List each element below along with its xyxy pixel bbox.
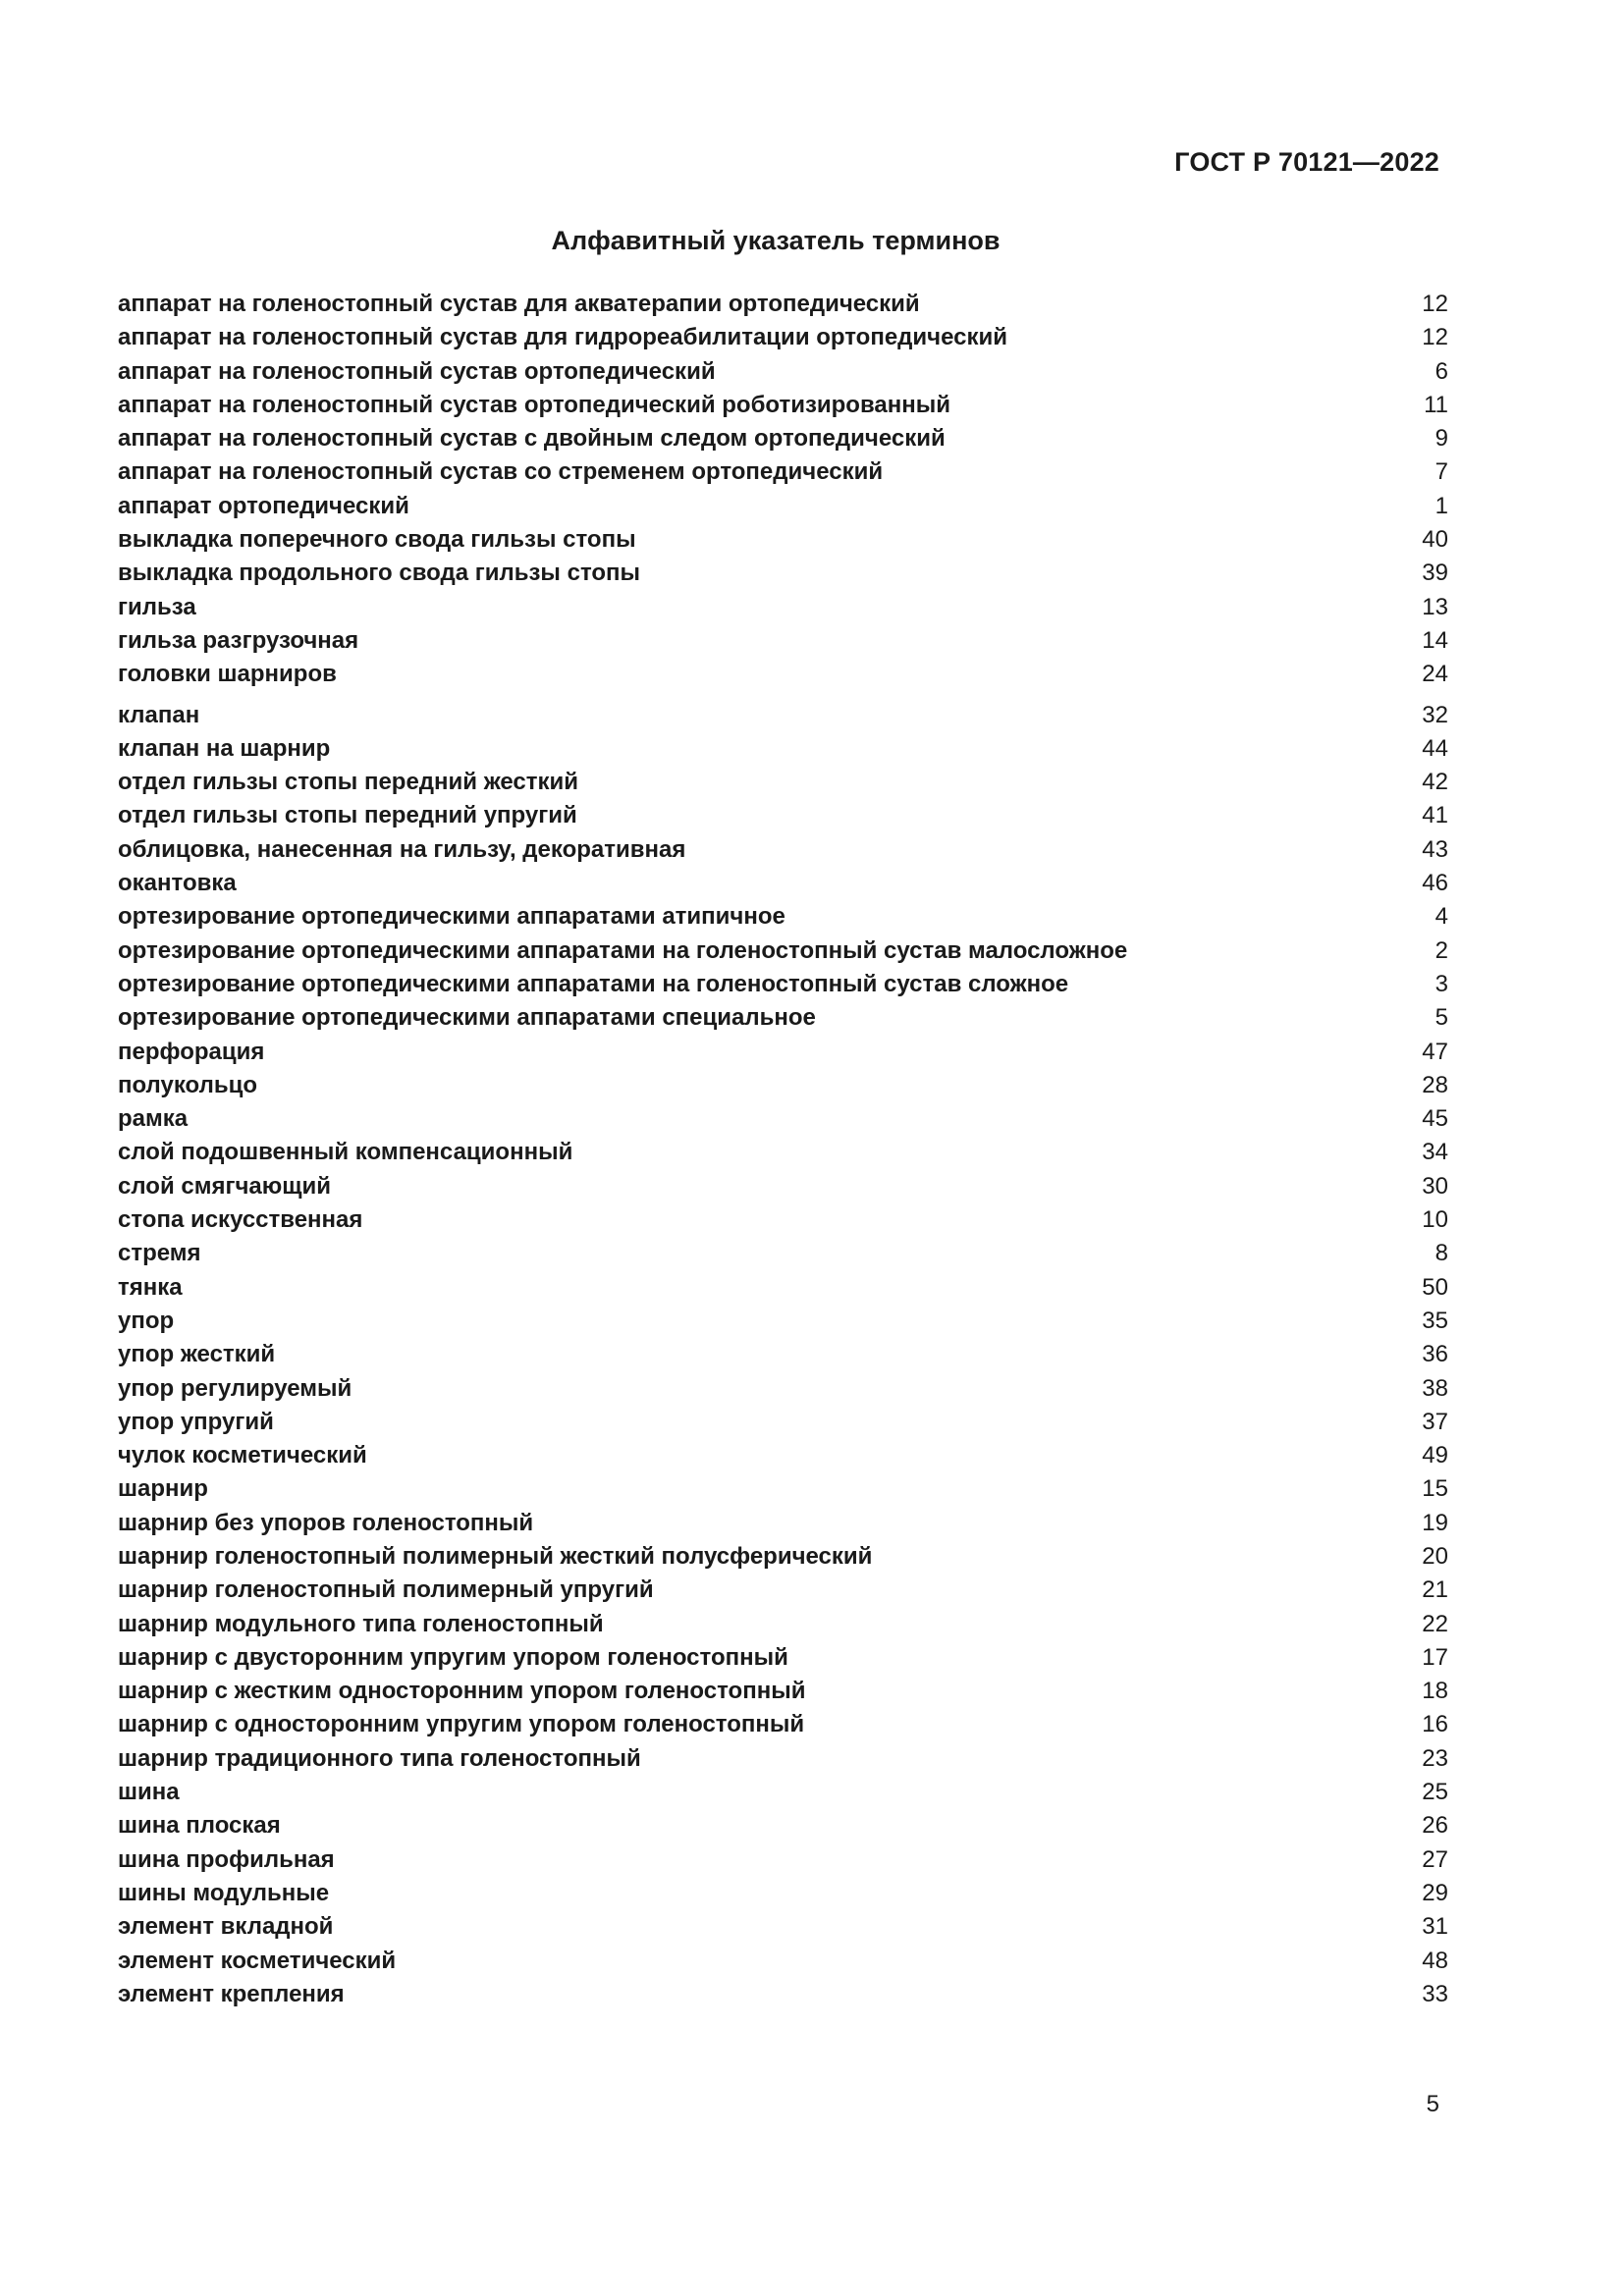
index-term: головки шарниров xyxy=(118,661,337,688)
term-index-list xyxy=(118,288,1448,2011)
index-term-number: 24 xyxy=(1422,661,1448,688)
index-term-number: 16 xyxy=(1422,1711,1448,1738)
index-term-number: 5 xyxy=(1435,1004,1448,1032)
index-term-number: 27 xyxy=(1422,1845,1448,1873)
index-term: клапан xyxy=(118,701,200,728)
index-term-number: 30 xyxy=(1422,1172,1448,1200)
index-term: гильза xyxy=(118,593,196,620)
index-term: ортезирование ортопедическими аппаратами на голеностопный сустав сложное xyxy=(118,970,1069,997)
page-number: 5 xyxy=(1426,2091,1439,2117)
index-term-number: 6 xyxy=(1435,357,1448,385)
index-entry xyxy=(118,1237,1448,1270)
index-entry xyxy=(118,1574,1448,1607)
index-term: шарнир xyxy=(118,1475,208,1503)
index-entry xyxy=(118,490,1448,523)
index-entry xyxy=(118,1001,1448,1035)
index-entry xyxy=(118,1978,1448,2011)
index-term: клапан на шарнир xyxy=(118,734,331,762)
index-term-number: 43 xyxy=(1422,835,1448,863)
index-term-number: 49 xyxy=(1422,1442,1448,1469)
index-entry xyxy=(118,699,1448,732)
index-term-number: 39 xyxy=(1422,560,1448,587)
index-term: упор регулируемый xyxy=(118,1374,352,1402)
index-entry xyxy=(118,968,1448,1001)
index-term-number: 7 xyxy=(1435,458,1448,486)
index-term: слой смягчающий xyxy=(118,1172,331,1200)
index-term-number: 38 xyxy=(1422,1374,1448,1402)
index-term-number: 45 xyxy=(1422,1105,1448,1133)
index-term: полукольцо xyxy=(118,1071,258,1098)
index-term-number: 44 xyxy=(1422,734,1448,762)
index-entry xyxy=(118,1608,1448,1641)
index-entry xyxy=(118,766,1448,799)
index-entry xyxy=(118,1406,1448,1439)
index-entry xyxy=(118,523,1448,557)
index-entry xyxy=(118,1271,1448,1305)
index-entry xyxy=(118,591,1448,624)
index-entry xyxy=(118,557,1448,590)
index-term-number: 18 xyxy=(1422,1678,1448,1705)
index-term-number: 47 xyxy=(1422,1038,1448,1065)
page-title: Алфавитный указатель терминов xyxy=(551,226,1001,255)
index-term-number: 42 xyxy=(1422,769,1448,796)
index-entry xyxy=(118,1776,1448,1809)
index-term-number: 1 xyxy=(1435,492,1448,519)
index-term: выкладка продольного свода гильзы стопы xyxy=(118,560,641,587)
index-entry xyxy=(118,799,1448,832)
index-term-number: 22 xyxy=(1422,1610,1448,1637)
index-entry xyxy=(118,321,1448,354)
index-entry xyxy=(118,900,1448,934)
index-entry xyxy=(118,1507,1448,1540)
index-term-number: 26 xyxy=(1422,1812,1448,1840)
index-entry xyxy=(118,1170,1448,1203)
index-entry xyxy=(118,1641,1448,1675)
index-entry xyxy=(118,1036,1448,1069)
index-term-number: 12 xyxy=(1422,324,1448,351)
index-term: тянка xyxy=(118,1273,183,1301)
index-entry xyxy=(118,1843,1448,1877)
index-term: стремя xyxy=(118,1240,201,1267)
index-term-number: 14 xyxy=(1422,626,1448,654)
index-term-number: 36 xyxy=(1422,1341,1448,1368)
index-term: элемент вкладной xyxy=(118,1913,334,1941)
index-entry xyxy=(118,1708,1448,1741)
index-term-number: 9 xyxy=(1435,425,1448,453)
index-term-number: 34 xyxy=(1422,1139,1448,1166)
index-entry xyxy=(118,389,1448,422)
document-code: ГОСТ Р 70121—2022 xyxy=(1174,147,1439,177)
index-term: аппарат на голеностопный сустав для гидрореабилитации ортопедический xyxy=(118,324,1007,351)
index-term: ортезирование ортопедическими аппаратами на голеностопный сустав малосложное xyxy=(118,936,1128,964)
index-term: рамка xyxy=(118,1105,189,1133)
index-entry xyxy=(118,658,1448,691)
index-term: отдел гильзы стопы передний упругий xyxy=(118,802,577,829)
index-entry xyxy=(118,1069,1448,1102)
index-term: шарнир голеностопный полимерный упругий xyxy=(118,1576,654,1604)
index-term: аппарат ортопедический xyxy=(118,492,409,519)
index-entry xyxy=(118,732,1448,766)
index-entry xyxy=(118,1338,1448,1371)
index-term: упор xyxy=(118,1307,175,1334)
index-term: чулок косметический xyxy=(118,1442,367,1469)
index-term: упор жесткий xyxy=(118,1341,276,1368)
index-entry xyxy=(118,1809,1448,1842)
index-term: отдел гильзы стопы передний жесткий xyxy=(118,769,579,796)
index-term-number: 15 xyxy=(1422,1475,1448,1503)
index-term-number: 50 xyxy=(1422,1273,1448,1301)
index-term: аппарат на голеностопный сустав с двойным следом ортопедический xyxy=(118,425,946,453)
index-entry xyxy=(118,1675,1448,1708)
index-term: шарнир голеностопный полимерный жесткий полусферический xyxy=(118,1542,873,1570)
index-term-number: 12 xyxy=(1422,291,1448,317)
index-entry xyxy=(118,1136,1448,1169)
index-entry xyxy=(118,1540,1448,1574)
index-entry xyxy=(118,1102,1448,1136)
index-entry xyxy=(118,288,1448,321)
index-term: перфорация xyxy=(118,1038,265,1065)
index-term-number: 32 xyxy=(1422,701,1448,728)
index-term-number: 46 xyxy=(1422,870,1448,897)
index-term-number: 37 xyxy=(1422,1408,1448,1435)
index-entry xyxy=(118,1877,1448,1910)
index-term: шина профильная xyxy=(118,1845,335,1873)
index-entry xyxy=(118,1203,1448,1237)
index-term-number: 17 xyxy=(1422,1643,1448,1671)
index-term-number: 23 xyxy=(1422,1744,1448,1772)
index-term: элемент крепления xyxy=(118,1980,345,2007)
index-term: ортезирование ортопедическими аппаратами специальное xyxy=(118,1004,816,1032)
index-entry xyxy=(118,422,1448,455)
index-entry xyxy=(118,1472,1448,1506)
index-entry xyxy=(118,833,1448,867)
index-term: ортезирование ортопедическими аппаратами атипичное xyxy=(118,903,785,931)
index-term: упор упругий xyxy=(118,1408,274,1435)
index-term: шарнир с двусторонним упругим упором голеностопный xyxy=(118,1643,788,1671)
index-entry xyxy=(118,624,1448,658)
index-entry xyxy=(118,934,1448,968)
index-entry xyxy=(118,1910,1448,1944)
index-term-number: 29 xyxy=(1422,1879,1448,1906)
index-entry xyxy=(118,355,1448,389)
index-term-number: 4 xyxy=(1435,903,1448,931)
index-term-number: 3 xyxy=(1435,970,1448,997)
index-term: шина плоская xyxy=(118,1812,281,1840)
index-term: шарнир модульного типа голеностопный xyxy=(118,1610,604,1637)
index-term: шарнир с жестким односторонним упором голеностопный xyxy=(118,1678,806,1705)
index-term: аппарат на голеностопный сустав для акватерапии ортопедический xyxy=(118,291,920,317)
index-term: шарнир без упоров голеностопный xyxy=(118,1509,534,1536)
index-term-number: 19 xyxy=(1422,1509,1448,1536)
index-term: шарнир с односторонним упругим упором голеностопный xyxy=(118,1711,805,1738)
index-entry xyxy=(118,1305,1448,1338)
index-term: слой подошвенный компенсационный xyxy=(118,1139,573,1166)
index-entry xyxy=(118,1439,1448,1472)
index-term-number: 13 xyxy=(1422,593,1448,620)
index-term: окантовка xyxy=(118,870,237,897)
index-term: аппарат на голеностопный сустав ортопедический роботизированный xyxy=(118,391,950,418)
index-entry xyxy=(118,867,1448,900)
index-term-number: 8 xyxy=(1435,1240,1448,1267)
index-term: аппарат на голеностопный сустав со стременем ортопедический xyxy=(118,458,884,486)
index-term: выкладка поперечного свода гильзы стопы xyxy=(118,526,636,554)
index-term-number: 28 xyxy=(1422,1071,1448,1098)
index-term-number: 2 xyxy=(1435,936,1448,964)
index-term: шарнир традиционного типа голеностопный xyxy=(118,1744,641,1772)
index-term-number: 25 xyxy=(1422,1779,1448,1806)
index-term: шины модульные xyxy=(118,1879,330,1906)
index-term: гильза разгрузочная xyxy=(118,626,359,654)
index-term-number: 48 xyxy=(1422,1947,1448,1974)
index-entry xyxy=(118,1372,1448,1406)
index-term-number: 20 xyxy=(1422,1542,1448,1570)
index-term-number: 31 xyxy=(1422,1913,1448,1941)
index-term-number: 35 xyxy=(1422,1307,1448,1334)
index-term: шина xyxy=(118,1779,180,1806)
index-term-number: 21 xyxy=(1422,1576,1448,1604)
index-term-number: 40 xyxy=(1422,526,1448,554)
index-term: элемент косметический xyxy=(118,1947,397,1974)
index-term: облицовка, нанесенная на гильзу, декоративная xyxy=(118,835,686,863)
index-term: аппарат на голеностопный сустав ортопедический xyxy=(118,357,716,385)
index-entry xyxy=(118,455,1448,489)
index-term: стопа искусственная xyxy=(118,1206,363,1234)
index-term-number: 10 xyxy=(1422,1206,1448,1234)
index-term-number: 11 xyxy=(1424,391,1448,418)
index-term-number: 33 xyxy=(1422,1980,1448,2007)
index-entry xyxy=(118,1742,1448,1776)
index-entry xyxy=(118,1945,1448,1978)
index-term-number: 41 xyxy=(1422,802,1448,829)
